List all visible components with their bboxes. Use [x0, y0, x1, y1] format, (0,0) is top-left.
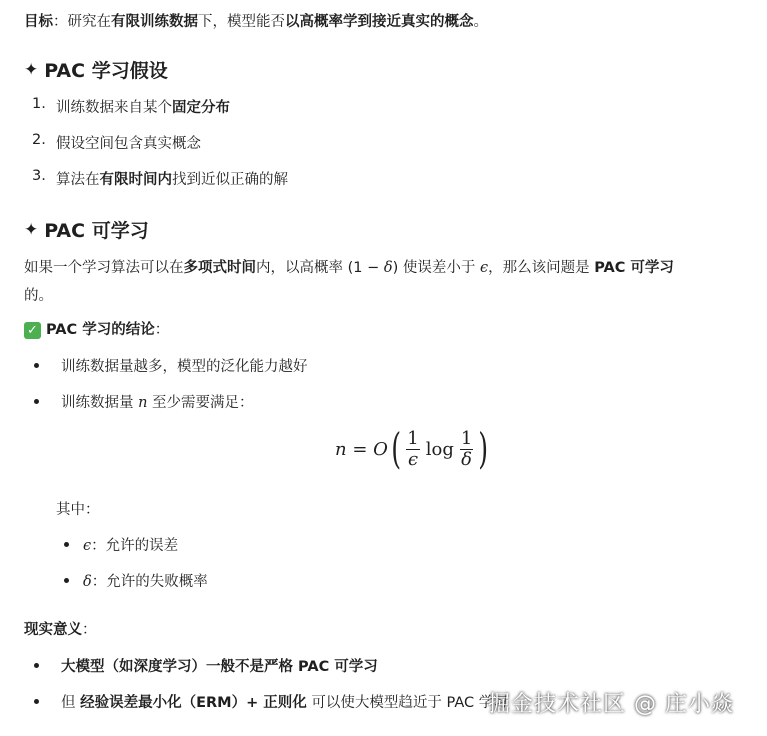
delta-symbol: δ [383, 260, 393, 276]
list-item [34, 691, 508, 712]
bullet-bold: 大模型（如深度学习）一般不是严格 PAC 可学习 [61, 659, 378, 675]
list-text: 算法在 [56, 172, 100, 188]
bullet-text: 可以使大模型趋近于 PAC 学习 [306, 695, 508, 711]
list-bold: 有限时间内 [99, 172, 172, 188]
formula-n: n [335, 438, 347, 460]
goal-text-2: 下，模型能否 [198, 14, 285, 30]
goal-text-3: 。 [473, 14, 488, 30]
formula-right-paren: ) [478, 424, 489, 473]
para-text: 如果一个学习算法可以在 [24, 260, 184, 276]
bullet-dot [64, 542, 69, 547]
goal-bold-1: 有限训练数据 [111, 14, 198, 30]
para-bold: PAC 可学习 [594, 260, 674, 276]
bullet-dot [64, 578, 69, 583]
delta-symbol: δ [83, 574, 92, 590]
sparkle-icon: ✦ [24, 219, 39, 240]
conclusion-heading [24, 318, 169, 339]
formula-equals: = [346, 438, 374, 460]
goal-label: 目标 [24, 14, 53, 30]
bullet-text: ：允许的误差 [91, 538, 179, 554]
para-text: ，那么该问题是 [488, 260, 595, 276]
check-mark-icon: ✓ [24, 322, 41, 339]
goal-bold-2: 以高概率学到接近真实的概念 [285, 14, 474, 30]
practical-heading [24, 618, 97, 639]
watermark: 掘金技术社区 @ 庄小焱 [488, 692, 734, 717]
list-text: 训练数据来自某个 [56, 100, 172, 116]
list-item [34, 655, 378, 676]
list-item [34, 391, 254, 412]
goal-line [24, 10, 488, 31]
para-text: 的。 [24, 288, 53, 304]
sample-complexity-formula [335, 424, 492, 473]
bullet-text: 至少需要满足： [147, 395, 254, 411]
list-item [64, 570, 208, 591]
bullet-text: 但 [61, 695, 81, 711]
where-text: 其中： [56, 502, 100, 518]
sparkle-icon: ✦ [24, 59, 39, 80]
practical-title: 现实意义 [24, 622, 82, 638]
list-bold: 固定分布 [172, 100, 230, 116]
fraction-denominator: ϵ [407, 448, 419, 470]
epsilon-symbol: ϵ [83, 538, 92, 554]
fraction-one-over-delta [460, 429, 473, 470]
bullet-dot [34, 663, 39, 668]
list-item [34, 355, 308, 376]
conclusion-title: PAC 学习的结论 [46, 322, 155, 338]
list-item [32, 168, 288, 189]
bullet-text: 训练数据量越多，模型的泛化能力越好 [61, 359, 308, 375]
list-text: 假设空间包含真实概念 [56, 136, 201, 152]
list-number: 1. [32, 96, 46, 112]
section1-title: PAC 学习假设 [44, 60, 168, 82]
section2-title: PAC 可学习 [44, 220, 149, 242]
list-number: 2. [32, 132, 46, 148]
list-item [32, 96, 230, 117]
goal-text-1: ：研究在 [53, 14, 111, 30]
fraction-numerator: 1 [407, 427, 419, 449]
pac-definition-paragraph-cont [24, 284, 53, 305]
formula-left-paren: ( [391, 424, 402, 473]
list-item [32, 132, 201, 153]
bullet-bold: 经验误差最小化（ERM）+ 正则化 [80, 695, 307, 711]
bullet-text: 训练数据量 [61, 395, 139, 411]
formula-log: log [425, 438, 454, 460]
section-heading-pac-learnable [24, 216, 149, 243]
formula-big-o: O [373, 438, 388, 460]
practical-colon: ： [82, 622, 97, 638]
n-symbol: n [138, 395, 148, 411]
conclusion-colon: ： [154, 322, 170, 338]
epsilon-symbol: ϵ [479, 260, 489, 276]
para-text: 内，以高概率 (1 − [256, 260, 384, 276]
bullet-dot [34, 363, 39, 368]
bullet-text: ：允许的失败概率 [91, 574, 208, 590]
fraction-one-over-epsilon [406, 429, 419, 470]
bullet-dot [34, 399, 39, 404]
fraction-denominator: δ [461, 448, 472, 470]
pac-definition-paragraph [24, 256, 674, 277]
list-item [64, 534, 178, 555]
list-text: 找到近似正确的解 [172, 172, 288, 188]
section-heading-pac-assumptions [24, 56, 168, 83]
list-number: 3. [32, 168, 46, 184]
where-label [56, 498, 100, 519]
fraction-numerator: 1 [460, 427, 473, 449]
bullet-dot [34, 699, 39, 704]
para-bold: 多项式时间 [183, 260, 256, 276]
para-text: ) 使误差小于 [392, 260, 480, 276]
